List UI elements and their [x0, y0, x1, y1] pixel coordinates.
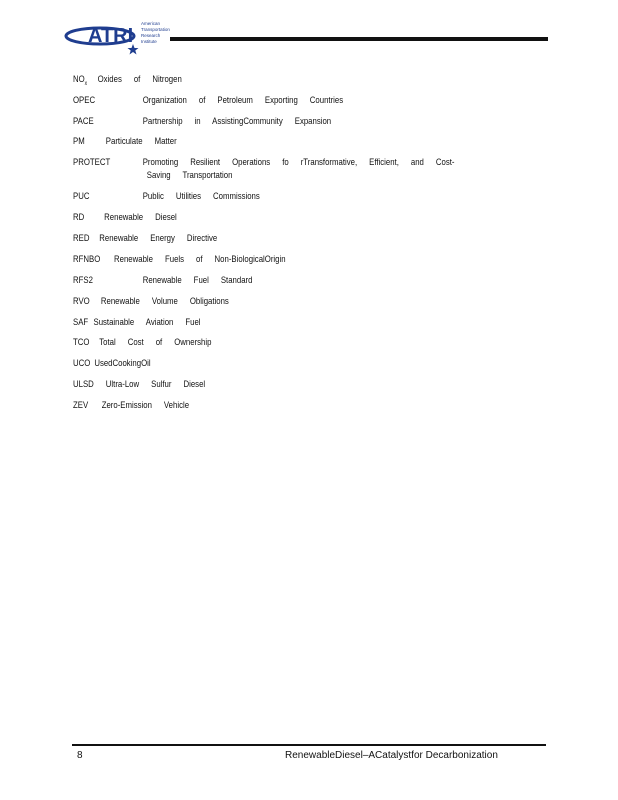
abbrev-definition: Oxides of Nitrogen — [97, 74, 182, 85]
abbrev-term: RFNBO — [73, 254, 101, 265]
header-rule — [170, 37, 548, 41]
abbrev-term: RFS2 — [73, 275, 93, 286]
abbrev-term: RVO — [73, 296, 90, 307]
abbrev-definition: Sustainable Aviation Fuel — [93, 317, 201, 328]
abbrev-definition: Zero-Emission Vehicle — [101, 400, 190, 411]
page-header — [62, 16, 548, 56]
footer-document-title: RenewableDiesel–ACatalystfor Decarbonization — [285, 750, 498, 761]
abbrev-term: PACE — [73, 116, 94, 127]
logo-subtext-1: American — [141, 21, 161, 26]
abbrev-definition: Total Cost of Ownership — [99, 337, 212, 348]
abbrev-term: RED — [73, 233, 90, 244]
abbrev-definition: Organization of Petroleum Exporting Countries — [142, 95, 344, 106]
abbrev-definition: Renewable Diesel — [104, 212, 177, 223]
abbrev-term: ZEV — [73, 400, 89, 411]
page-number: 8 — [77, 750, 83, 761]
abbrev-definition: UsedCookingOil — [94, 358, 151, 369]
logo-subtext-2: Transportation — [141, 27, 170, 32]
abbrev-term: PROTECT — [73, 157, 111, 168]
atri-logo — [62, 16, 182, 56]
atri-logo-mark — [62, 16, 182, 56]
logo-subtext-3: Research — [141, 33, 161, 38]
abbrev-definition: Particulate Matter — [105, 136, 177, 147]
abbrev-definition: Partnership in AssistingCommunity Expansion — [142, 116, 332, 127]
abbrev-subscript: x — [84, 80, 88, 87]
abbrev-definition-continued: Saving Transportation — [146, 170, 233, 181]
logo-text: ATRI — [88, 25, 134, 47]
logo-subtext-4: Institute — [141, 39, 157, 44]
abbrev-term: TCO — [73, 337, 90, 348]
abbrev-definition: Renewable Fuels of Non-BiologicalOrigin — [114, 254, 286, 265]
abbrev-term: PUC — [73, 191, 90, 202]
abbrev-term: SAF — [73, 317, 89, 328]
abbrev-definition: Promoting Resilient Operations fo rTransformative, Efficient, and Cost- — [142, 157, 455, 168]
abbrev-definition: Renewable Fuel Standard — [142, 275, 253, 286]
footer-rule — [72, 744, 546, 746]
abbrev-term: RD — [73, 212, 85, 223]
abbrev-term: ULSD — [73, 379, 94, 390]
abbrev-term: $NO_x$ — [73, 74, 88, 87]
abbrev-definition: Ultra-Low Sulfur Diesel — [105, 379, 206, 390]
abbrev-term: OPEC — [73, 95, 96, 106]
abbrev-term: PM — [73, 136, 85, 147]
abbrev-definition: Renewable Volume Obligations — [100, 296, 229, 307]
abbrev-term: UCO — [73, 358, 91, 369]
abbrev-definition: Public Utilities Commissions — [142, 191, 260, 202]
abbrev-definition: Renewable Energy Directive — [99, 233, 218, 244]
